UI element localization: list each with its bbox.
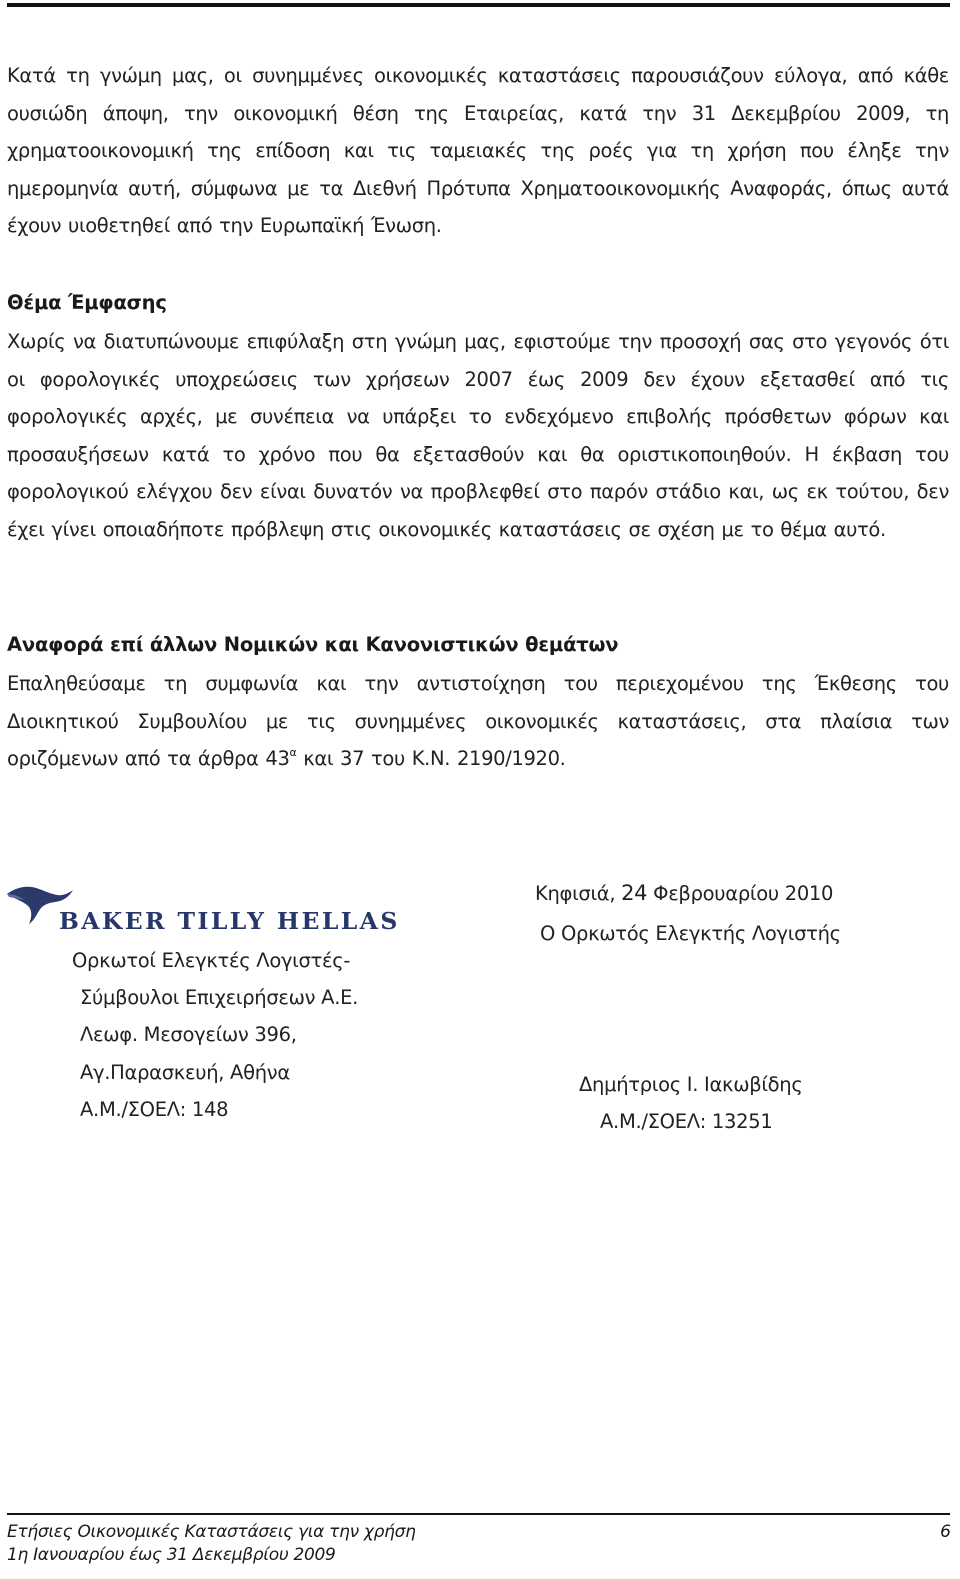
footer-title-line1: Ετήσιες Οικονομικές Καταστάσεις για την χρήση [7, 1522, 416, 1542]
opinion-paragraph: Κατά τη γνώμη μας, οι συνημμένες οικονομικές καταστάσεις παρουσιάζουν εύλογα, από κάθε ουσιώδη άποψη, την οικονομική θέση της Εταιρείας, κατά την 31 Δεκεμβρίου 2009, τη χρηματοοικονομική της επίδοση και τις ταμειακές της ροές για τη χρήση που έληξε την ημερομηνία αυτή, σύμφωνα με τα Διεθνή Πρότυπα Χρηματοοικονομικής Αναφοράς, όπως αυτά έχουν υιοθετηθεί από την Ευρωπαϊκή Ένωση. [7, 64, 949, 238]
firm-address-city: Αγ.Παρασκευή, Αθήνα [80, 1061, 290, 1084]
firm-name-line2: Σύμβουλοι Επιχειρήσεων Α.Ε. [80, 986, 359, 1009]
firm-name-line1: Ορκωτοί Ελεγκτές Λογιστές- [72, 949, 351, 972]
logo-wordmark: BAKER TILLY HELLAS [59, 907, 400, 935]
baker-tilly-logo [5, 880, 400, 938]
signature-place-date [535, 880, 833, 907]
signatory-name: Δημήτριος Ι. Ιακωβίδης [579, 1073, 803, 1096]
firm-address-street: Λεωφ. Μεσογείων 396, [80, 1023, 297, 1046]
other-matters-heading: Αναφορά επί άλλων Νομικών και Κανονιστικών θεμάτων [7, 633, 619, 656]
other-matters-text: Επαληθεύσαμε τη συμφωνία και την αντιστοίχηση του περιεχομένου της Έκθεσης του Διοικητικού Συμβουλίου με τις συνημμένες οικονομικές καταστάσεις, στα πλαίσια των οριζόμενων από τα άρθρα 43 [7, 672, 949, 771]
signature-role: Ο Ορκωτός Ελεγκτής Λογιστής [540, 922, 841, 945]
signature-month-year: Φεβρουαρίου 2010 [647, 882, 834, 905]
emphasis-heading: Θέμα Έμφασης [7, 291, 167, 314]
signatory-registration: Α.Μ./ΣΟΕΛ: 13251 [600, 1110, 773, 1133]
emphasis-paragraph: Χωρίς να διατυπώνουμε επιφύλαξη στη γνώμη μας, εφιστούμε την προσοχή σας στο γεγονός ότι οι φορολογικές υποχρεώσεις των χρήσεων 2007 έως 2009 δεν έχουν εξετασθεί από τις φορολογικές αρχές, με συνέπεια να υπάρξει το ενδεχόμενο επιβολής πρόσθετων φόρων και προσαυξήσεων κατά το χρόνο που θα εξετασθούν και θα οριστικοποιηθούν. Η έκβαση του φορολογικού ελέγχου δεν είναι δυνατόν να προβλεφθεί στο παρόν στάδιο και, ως εκ τούτου, δεν έχει γίνει οποιαδήποτε πρόβλεψη στις οικονομικές καταστάσεις σε σχέση με το θέμα αυτό. [7, 330, 949, 541]
signature-place: Κηφισιά, [535, 882, 622, 905]
top-rule [7, 3, 950, 7]
signature-day: 24 [621, 881, 648, 905]
firm-registration: Α.Μ./ΣΟΕΛ: 148 [80, 1098, 229, 1121]
other-matters-paragraph [7, 665, 949, 778]
other-matters-text-end: και 37 του Κ.Ν. 2190/1920. [296, 747, 566, 771]
article-superscript: α [289, 746, 297, 760]
footer-title-line2: 1η Ιανουαρίου έως 31 Δεκεμβρίου 2009 [7, 1545, 336, 1565]
footer-rule [7, 1513, 950, 1515]
page-number: 6 [940, 1522, 951, 1542]
